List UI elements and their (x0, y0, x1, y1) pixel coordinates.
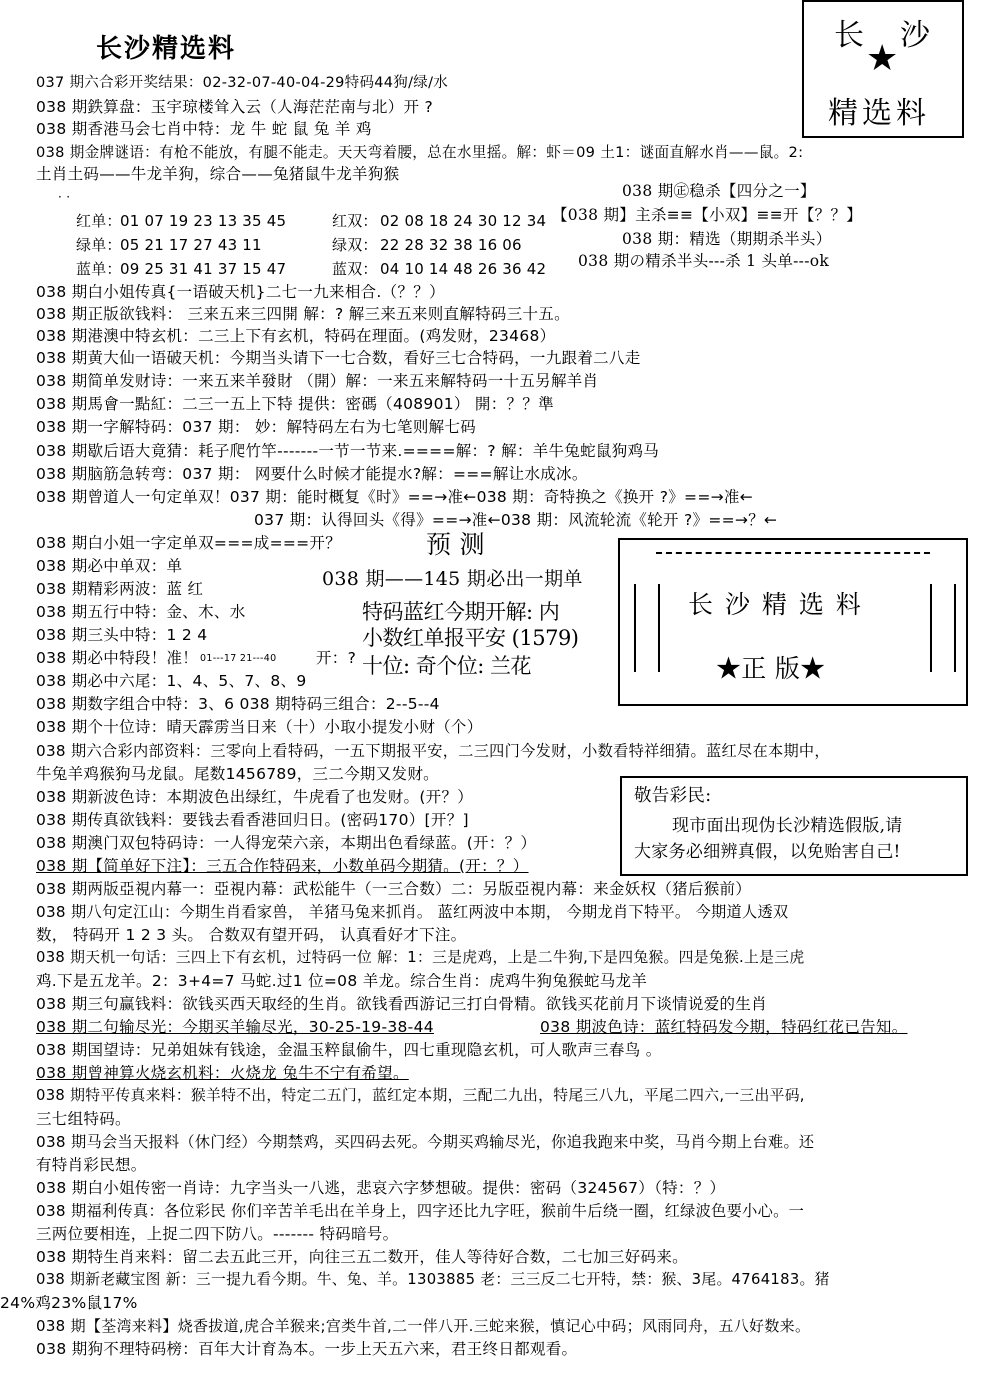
box-top-rule (656, 552, 930, 554)
text-line: 038 期特生肖来料：留二去五此三开，向往三五二数开，佳人等待好合数，二七加三好码来。 (36, 1248, 688, 1266)
text-line: 038 期曾神算火烧玄机料：火烧龙 兔牛不宁有希望。 (36, 1064, 409, 1082)
prediction-line-1: 038 期——145 期必出一期单 (322, 568, 583, 590)
text-line: 038 期福利传真：各位彩民 你们辛苦羊毛出在羊身上，四字还比九字旺，猴前牛后绕一圈，红绿波色要小心。一 (36, 1202, 805, 1220)
kill-line-2: 【038 期】主杀≡≡【小双】≡≡开【？？】 (552, 206, 863, 224)
text-line: 土肖土码——牛龙羊狗，综合——兔猪鼠牛龙羊狗猴 (36, 165, 400, 183)
text-line: 038 期马会当天报料（休门经）今期禁鸡，买四码去死。今期买鸡输尽光，你追我跑来中奖，马肖今期上台难。还 (36, 1133, 815, 1151)
text-line: 开：? (316, 649, 357, 667)
text-line: 038 期澳门双包特码诗：一人得宠荣六亲，本期出色看绿蓝。(开：？） (36, 834, 537, 852)
blue-single-label: 蓝单： (76, 260, 122, 278)
text-line: 038 期新老藏宝图 新：三一提九看今期。牛、兔、羊。1303885 老：三三反二七开特，禁：猴、3尾。4764183。猪 (36, 1271, 830, 1288)
kill-line-4: 038 期の精杀半头---杀 1 头单---ok (578, 252, 830, 270)
text-line: 038 期一字解特码：037 期： 妙：解特码左右为七笔则解七码 (36, 418, 477, 436)
green-single-numbers: 05 21 17 27 43 11 (120, 236, 262, 254)
text-line: 038 期金牌谜语：有枪不能放，有腿不能走。天天弯着腰，总在水里摇。解：虾＝09 土1：谜面直解水肖——鼠。2: (36, 144, 804, 161)
text-line: 牛兔羊鸡猴狗马龙鼠。尾数1456789，三二今期又发财。 (36, 765, 439, 783)
text-line: 有特肖彩民想。 (36, 1156, 147, 1174)
notice-line-1: 现市面出现伪长沙精选假版,请 (672, 816, 903, 836)
text-line: 038 期八句定江山：今期生肖看家兽， 羊猪马兔来抓肖。 蓝红两波中本期， 今期龙肖下特平。 今期道人透双 (36, 903, 789, 921)
corner-char-sha: 沙 (900, 18, 930, 53)
blue-double-label: 蓝双： (332, 260, 378, 278)
text-line: 038 期白小姐传密一肖诗：九字当头一八逃，悲哀六字梦想破。提供：密码（324567）（特：？） (36, 1179, 726, 1197)
text-line: 037 期：认得回头《得》==→准←038 期：风流轮流《轮开 ?》==→？← (254, 511, 778, 529)
text-line: 038 期二句输尽光：今期买羊输尽光，30-25-19-38-44 (36, 1018, 434, 1036)
text-line: 038 期曾道人一句定单双！037 期：能时概复《时》==→准←038 期：奇特换之《换开 ?》==→准← (36, 488, 753, 506)
text-line: 038 期歇后语大竟猜：耗子爬竹竿-------一节一节来.====解：? 解：羊牛兔蛇鼠狗鸡马 (36, 442, 660, 460)
text-line: 038 期白小姐一字定单双===成===开？ (36, 534, 342, 552)
text-line: 038 期白小姐传真{一语破天机}二七一九来相合.（？？） (36, 283, 445, 301)
brand-subtitle: ★正 版★ (716, 654, 826, 683)
notice-title: 敬告彩民: (634, 786, 712, 806)
text-line: 038 期精彩两波：蓝 红 (36, 580, 204, 598)
prediction-line-3: 小数红单报平安 (1579) (362, 626, 579, 650)
text-line: 038 期天机一句话：三四上下有玄机，过特码一位 解：1：三是虎鸡，上是二牛狗,下是四兔猴。四是兔猴.上是三虎 (36, 949, 805, 966)
text-line: 24%鸡23%鼠17% (0, 1294, 138, 1312)
text-line: 038 期馬會一點紅：二三一五上下特 提供：密碼（408901） 開：？？準 (36, 395, 554, 413)
text-line: 038 期必中特段！准！ (36, 649, 199, 667)
brand-box (618, 538, 968, 706)
text-line: 038 期【荃湾来料】烧香拔道,虎合羊猴来;宫类牛首,二一伴八开.三蛇来猴，慎记心中码；风雨同舟，五八好数来。 (36, 1317, 811, 1335)
text-line: 038 期特平传真来料：猴羊特不出，特定二五门，蓝红定本期，三配二九出，特尾三八九，平尾二四六,一三出平码, (36, 1087, 805, 1104)
text-line: 038 期个十位诗：晴天霹雳当日来（十）小取小提发小财（个） (36, 718, 483, 736)
text-line: 038 期传真欲钱料：要钱去看香港回归日。(密码170）[开？] (36, 811, 469, 829)
notice-box (620, 776, 968, 876)
kill-line-3: 038 期：精选（期期杀半头） (622, 230, 832, 248)
text-line: 038 期港澳中特玄机：二三上下有玄机，特码在理面。(鸡发财，23468） (36, 327, 556, 345)
text-line: 038 期国望诗：兄弟姐妹有钱途，金温玉粹鼠偷牛，四七重现隐玄机，可人歌声三春鸟 。 (36, 1041, 662, 1059)
dots: · · (58, 190, 71, 204)
text-line: 038 期新波色诗：本期波色出绿红，牛虎看了也发财。(开？） (36, 788, 474, 806)
red-double-label: 红双： (332, 212, 378, 230)
text-line: 038 期六合彩内部资料：三零向上看特码，一五下期报平安，二三四门今发财，小数看特祥细猜。蓝红尽在本期中， (36, 742, 830, 760)
blue-single-numbers: 09 25 31 41 37 15 47 (120, 260, 287, 278)
text-line: 037 期六合彩开奖结果：02-32-07-40-04-29特码44狗/绿/水 (36, 75, 449, 91)
text-line-small: 01---17 21---40 (200, 653, 277, 664)
text-line: 038 期必中六尾：1、4、5、7、8、9 (36, 672, 307, 690)
corner-subtitle: 精选料 (828, 96, 930, 131)
notice-line-2: 大家务必细辨真假，以免贻害自己! (634, 842, 901, 862)
corner-logo-box (802, 0, 964, 138)
text-line: 038 期脑筋急转弯：037 期： 网要什么时候才能提水?解：===解让水成冰。 (36, 465, 588, 483)
bracket-right (930, 584, 956, 672)
bracket-left (634, 584, 660, 672)
text-line: 038 期三句赢钱料：欲钱买西天取经的生肖。欲钱看西游记三打白骨精。欲钱买花前月下谈情说爱的生肖 (36, 995, 767, 1013)
prediction-line-2: 特码蓝红今期开解: 内 (362, 600, 560, 624)
text-line: 038 期鉄算盘：玉宇琼楼耸入云（人海茫茫南与北）开 ? (36, 98, 434, 116)
text-line: 038 期数字组合中特：3、6 038 期特码三组合：2--5--4 (36, 695, 440, 713)
red-double-numbers: 02 08 18 24 30 12 34 (380, 212, 547, 230)
text-line: 038 期必中单双：单 (36, 557, 183, 575)
green-single-label: 绿单： (76, 236, 122, 254)
brand-title: 长 沙 精 选 料 (688, 590, 863, 619)
text-line: 数， 特码开 1 2 3 头。 合数双有望开码， 认真看好才下注。 (36, 926, 467, 944)
text-line: 038 期波色诗：蓝红特码发今期，特码红花已告知。 (540, 1018, 908, 1036)
text-line: 038 期简单发财诗：一来五来羊發財 （開）解：一来五来解特码一十五另解羊肖 (36, 372, 599, 390)
text-line: 038 期【简单好下注】：三五合作特码来，小数单码今期猜。(开：？） (36, 857, 529, 875)
text-line: 三两位要相连，上捉二四下防八。------- 特码暗号。 (36, 1225, 399, 1243)
corner-char-chang: 长 (834, 18, 864, 53)
prediction-title: 预 测 (426, 530, 485, 559)
green-double-label: 绿双： (332, 236, 378, 254)
blue-double-numbers: 04 10 14 48 26 36 42 (380, 260, 547, 278)
star-icon: ★ (866, 38, 899, 79)
red-single-numbers: 01 07 19 23 13 35 45 (120, 212, 287, 230)
text-line: 038 期黄大仙一语破天机：今期当头请下一七合数，看好三七合特码，一九跟着二八走 (36, 349, 641, 367)
text-line: 038 期三头中特：1 2 4 (36, 626, 208, 644)
text-line: 038 期五行中特：金、木、水 (36, 603, 246, 621)
text-line: 038 期狗不理特码榜：百年大计育為本。一步上天五六来，君王终日都观看。 (36, 1340, 578, 1358)
red-single-label: 红单： (76, 212, 122, 230)
text-line: 038 期香港马会七肖中特：龙 牛 蛇 鼠 兔 羊 鸡 (36, 120, 372, 138)
page-title: 长沙精选料 (96, 34, 237, 64)
text-line: 三七组特码。 (36, 1110, 131, 1128)
text-line: 鸡.下是五龙羊。2：3+4=7 马蛇.过1 位=08 羊龙。综合生肖：虎鸡牛狗兔猴蛇马龙羊 (36, 972, 648, 990)
green-double-numbers: 22 28 32 38 16 06 (380, 236, 522, 254)
kill-line-1: 038 期㊣稳杀【四分之一】 (622, 182, 816, 200)
text-line: 038 期正版欲钱料： 三来五来三四開 解：? 解三来五来则直解特码三十五。 (36, 305, 570, 323)
prediction-line-4: 十位: 奇个位: 兰花 (362, 654, 532, 678)
text-line: 038 期两版亞視内幕一：亞視内幕：武松能牛（一三合数）二：另版亞視内幕：来金妖权（猪后猴前） (36, 880, 752, 898)
